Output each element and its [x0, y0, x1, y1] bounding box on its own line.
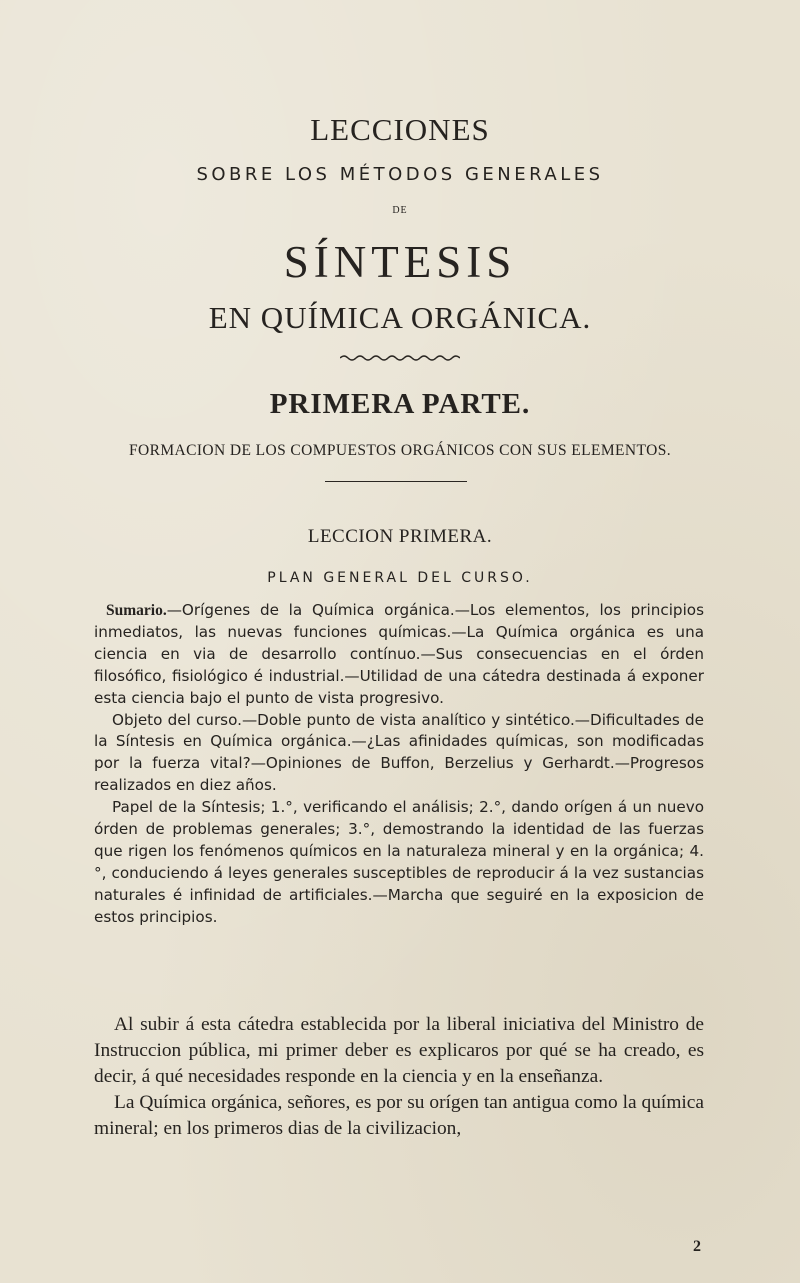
title-metodos-generales: SOBRE LOS MÉTODOS GENERALES	[196, 164, 604, 185]
title-lecciones: LECCIONES	[310, 112, 490, 147]
body-paragraph: La Química orgánica, señores, es por su orígen tan antigua como la química mineral; en los primeros dias de la civilizacion,	[94, 1092, 704, 1139]
summary-paragraph: Objeto del curso.—Doble punto de vista analítico y sintético.—Dificultades de la Síntesis en Química orgánica.—¿Las afinidades químicas, son modificadas por la fuerza vital?—Opiniones de Buffon, Berzelius y Gerhardt.—Progresos realizados en diez años.	[94, 710, 704, 795]
summary-block	[94, 600, 704, 929]
body-paragraph: Al subir á esta cátedra establecida por la liberal iniciativa del Ministro de Instruccion pública, mi primer deber es explicaros por qué se ha creado, es decir, á qué necesidades responde en la ciencia y en la enseñanza.	[94, 1014, 704, 1087]
part-subtitle: FORMACION DE LOS COMPUESTOS ORGÁNICOS CON SUS ELEMENTOS.	[128, 442, 671, 459]
part-title: PRIMERA PARTE.	[269, 388, 531, 420]
summary-paragraph	[94, 600, 704, 710]
title-de: DE	[392, 205, 408, 216]
summary-label: Sumario.	[106, 602, 167, 619]
lesson-plan-title: PLAN GENERAL DEL CURSO.	[267, 570, 533, 586]
title-quimica-organica: EN QUÍMICA ORGÁNICA.	[208, 300, 592, 335]
summary-paragraph: Papel de la Síntesis; 1.°, verificando el análisis; 2.°, dando orígen á un nuevo órden de problemas generales; 3.°, demostrando la identidad de las fuerzas que rigen los fenómenos químicos en la naturaleza mineral y en la orgánica; 4.°, conduciendo á leyes generales susceptibles de reproducir á la vez sustancias naturales é infinidad de artificiales.—Marcha que seguiré en la exposicion de estos principios.	[94, 798, 704, 926]
section-divider	[325, 481, 467, 482]
wavy-ornament	[340, 353, 460, 363]
summary-text: —Orígenes de la Química orgánica.—Los elementos, los principios inmediatos, las nuevas funciones químicas.—La Química orgánica es una ciencia en via de desarrollo contínuo.—Sus consecuencias en el órden filosófico, fisiológico é industrial.—Utilidad de una cátedra destinada á exponer esta ciencia bajo el punto de vista progresivo.	[94, 601, 704, 707]
lesson-title: LECCION PRIMERA.	[307, 526, 493, 547]
title-sintesis: SÍNTESIS	[283, 237, 517, 287]
page-number: 2	[693, 1238, 701, 1255]
body-text	[94, 1012, 704, 1142]
